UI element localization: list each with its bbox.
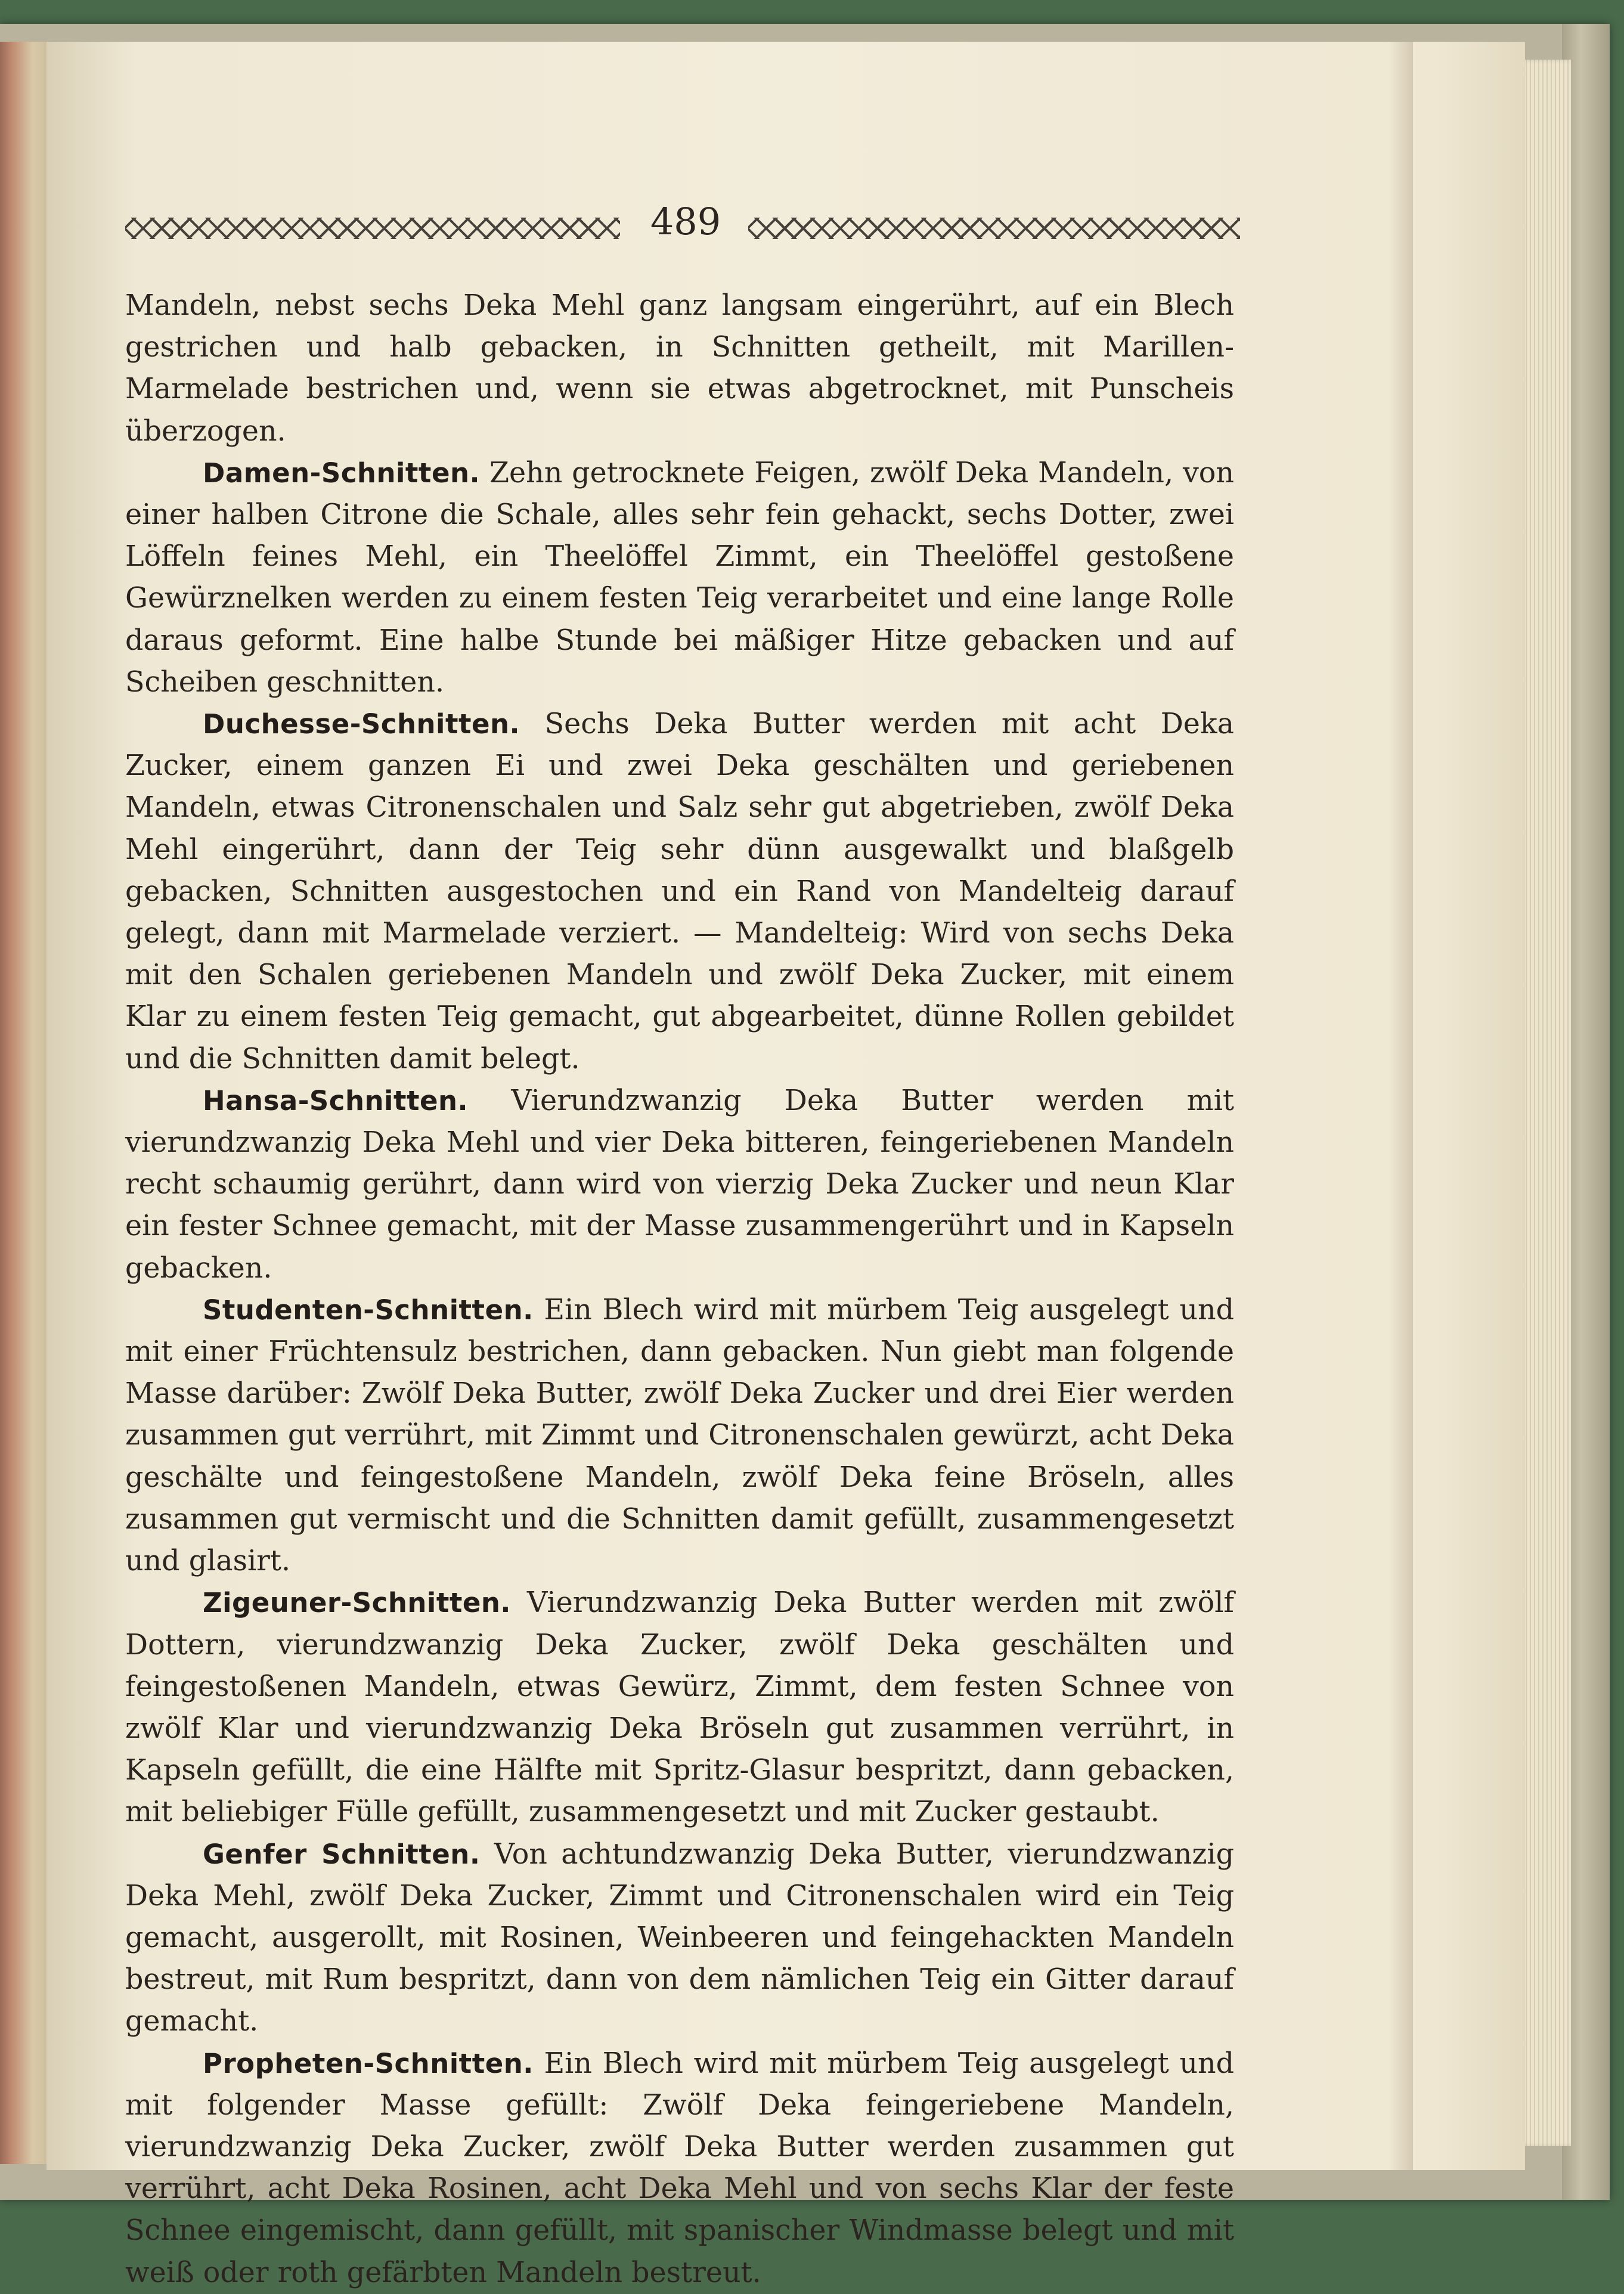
recipe-body: Ein Blech wird mit mürbem Teig ausgelegt und mit folgender Masse gefüllt: Zwölf Deka feingeriebene Mandeln, vierundzwanzig Deka Zucker, zwölf Deka Butter werden zusammen gut verrührt, acht Deka Rosinen, acht Deka Mehl und von sechs Klar der feste Schnee eingemischt, dann gefüllt, mit spanischer Windmasse belegt und mit weiß oder roth gefärbten Mandeln bestreut. xyxy=(125,2047,1234,2289)
recipe-body: Vierundzwanzig Deka Butter werden mit zwölf Dottern, vierundzwanzig Deka Zucker, zwölf Deka geschälten und feingestoßenen Mandeln, etwas Gewürz, Zimmt, dem festen Schnee von zwölf Klar und vierundzwanzig Deka Bröseln gut zusammen verrührt, in Kapseln gefüllt, die eine Hälfte mit Spritz-Glasur bespritzt, dann gebacken, mit beliebiger Fülle gefüllt, zusammengesetzt und mit Zucker gestaubt. xyxy=(125,1586,1234,1829)
recipe-title: Damen-Schnitten. xyxy=(203,457,481,489)
recipe-duchesse-schnitten xyxy=(125,703,1234,1080)
recipe-hansa-schnitten xyxy=(125,1080,1234,1289)
page-gutter-shadow xyxy=(1389,42,1413,2170)
recipe-propheten-schnitten xyxy=(125,2043,1234,2294)
recipe-body: Vierundzwanzig Deka Butter werden mit vierundzwanzig Deka Mehl und vier Deka bitteren, feingeriebenen Mandeln recht schaumig gerührt, dann wird von vierzig Deka Zucker und neun Klar ein fester Schnee gemacht, mit der Masse zusammengerührt und in Kapseln gebacken. xyxy=(125,1084,1234,1285)
recipe-body: Ein Blech wird mit mürbem Teig ausgelegt und mit einer Früchtensulz bestrichen, dann gebacken. Nun giebt man folgende Masse darüber: Zwölf Deka Butter, zwölf Deka Zucker und drei Eier werden zusammen gut verrührt, mit Zimmt und Citronenschalen gewürzt, acht Deka geschälte und feingestoßene Mandeln, zwölf Deka feine Bröseln, alles zusammen gut vermischt und die Schnitten damit gefüllt, zusammengesetzt und glasirt. xyxy=(125,1293,1234,1578)
recipe-title: Propheten-Schnitten. xyxy=(203,2047,534,2079)
ornament-left xyxy=(125,218,620,239)
recipe-body: Sechs Deka Butter werden mit acht Deka Zucker, einem ganzen Ei und zwei Deka geschälten und geriebenen Mandeln, etwas Citronenschalen und Salz sehr gut abgetrieben, zwölf Deka Mehl eingerührt, dann der Teig sehr dünn ausgewalkt und blaßgelb gebacken, Schnitten ausgestochen und ein Rand von Mandelteig darauf gelegt, dann mit Marmelade verziert. — Mandelteig: Wird von sechs Deka mit den Schalen geriebenen Mandeln und zwölf Deka Zucker, mit einem Klar zu einem festen Teig gemacht, gut abgearbeitet, dünne Rollen gebildet und die Schnitten damit belegt. xyxy=(125,708,1234,1075)
recipe-title: Zigeuner-Schnitten. xyxy=(203,1587,512,1619)
continuation-paragraph: Mandeln, nebst sechs Deka Mehl ganz langsam eingerührt, auf ein Blech gestrichen und halb gebacken, in Schnitten getheilt, mit Marillen-Marmelade bestrichen und, wenn sie etwas abgetrocknet, mit Punscheis überzogen. xyxy=(125,289,1234,448)
recipe-damen-schnitten xyxy=(125,452,1234,703)
previous-page-edge xyxy=(0,42,47,2164)
recipe-body: Von achtundzwanzig Deka Butter, vierundzwanzig Deka Mehl, zwölf Deka Zucker, Zimmt und Citronenschalen wird ein Teig gemacht, ausgerollt, mit Rosinen, Weinbeeren und feingehackten Mandeln bestreut, mit Rum bespritzt, dann von dem nämlichen Teig ein Gitter darauf gemacht. xyxy=(125,1837,1234,2038)
ornament-right xyxy=(748,218,1240,239)
recipe-genfer-schnitten xyxy=(125,1834,1234,2043)
recipe-text xyxy=(125,285,1234,2294)
recipe-zigeuner-schnitten xyxy=(125,1582,1234,1833)
page-number: 489 xyxy=(650,200,721,243)
recipe-title: Genfer Schnitten. xyxy=(203,1838,481,1870)
page-header xyxy=(125,200,1240,253)
recipe-studenten-schnitten xyxy=(125,1289,1234,1582)
recipe-title: Studenten-Schnitten. xyxy=(203,1294,534,1326)
recipe-title: Hansa-Schnitten. xyxy=(203,1084,469,1117)
recipe-title: Duchesse-Schnitten. xyxy=(203,708,520,740)
recipe-body: Zehn getrocknete Feigen, zwölf Deka Mandeln, von einer halben Citrone die Schale, alles sehr fein gehackt, sechs Dotter, zwei Löffeln feines Mehl, ein Theelöffel Zimmt, ein Theelöffel gestoßene Gewürznelken werden zu einem festen Teig verarbeitet und eine lange Rolle daraus geformt. Eine halbe Stunde bei mäßiger Hitze gebacken und auf Scheiben geschnitten. xyxy=(125,456,1234,699)
